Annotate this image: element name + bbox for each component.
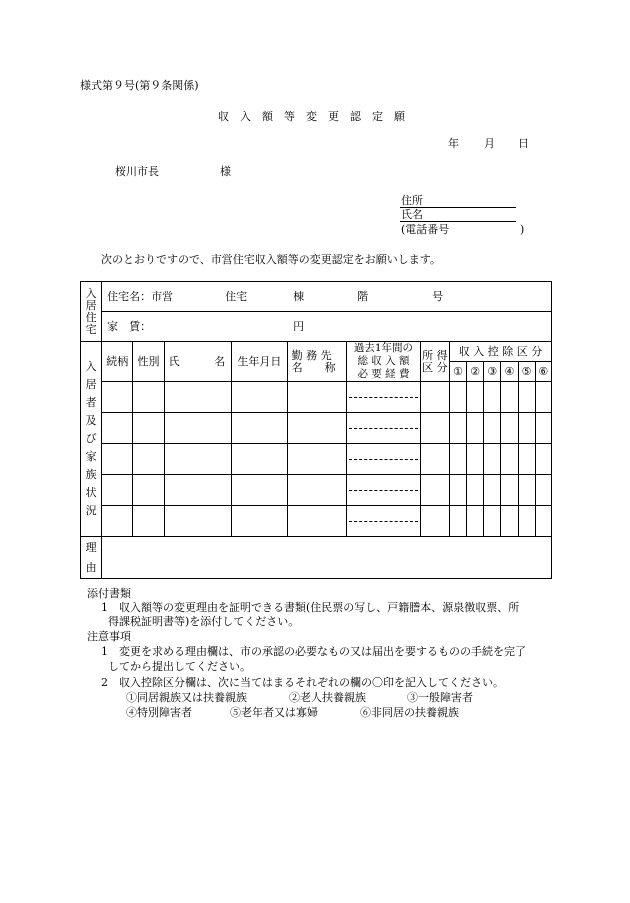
- notes-heading: 注意事項: [87, 630, 131, 643]
- category-3: ③一般障害者: [407, 691, 473, 704]
- housing-name-label: 住宅名：市営: [107, 290, 174, 303]
- address-label: 住所: [401, 194, 423, 207]
- name-underline: [400, 221, 516, 222]
- mayor-label: 桜川市長: [115, 165, 159, 178]
- date-month: 月: [484, 137, 495, 150]
- page-title: 収入額等変更認定願: [218, 110, 416, 123]
- housing-go: 号: [432, 290, 444, 303]
- col-name: 氏 名: [164, 342, 232, 382]
- col-income: 過去1年間の 総 収 入 額 必 要 経 費: [347, 342, 421, 382]
- category-5: ⑤老年者又は寡婦: [230, 706, 318, 719]
- deduction-num: ④: [501, 362, 518, 382]
- phone-close: ): [520, 223, 525, 236]
- housing-mune: 棟: [293, 290, 305, 303]
- housing-kai: 階: [357, 290, 369, 303]
- deduction-num: ⑤: [518, 362, 535, 382]
- category-1: ①同居親族又は扶養親族: [126, 691, 247, 704]
- deduction-num: ②: [467, 362, 484, 382]
- table-row: [81, 382, 552, 413]
- col-work: 勤 務 先 名 称: [287, 342, 346, 382]
- col-birth: 生年月日: [232, 342, 287, 382]
- deduction-num: ⑥: [535, 362, 551, 382]
- col-deduction: 収 入 控 除 区 分: [449, 342, 551, 362]
- attachment-item1-line1: 1 収入額等の変更理由を証明できる書類(住民票の写し、戸籍謄本、源泉徴収票、所: [101, 601, 520, 614]
- col-tax: 所 得 区 分: [420, 342, 449, 382]
- table-row: [81, 444, 552, 475]
- col-relation: 続柄: [102, 342, 133, 382]
- housing-jutaku: 住宅: [225, 290, 248, 303]
- date-year: 年: [448, 137, 459, 150]
- table-row: [81, 413, 552, 444]
- income-divider: [349, 490, 418, 491]
- rent-unit: 円: [293, 320, 305, 333]
- housing-name-cell[interactable]: [102, 282, 552, 312]
- income-divider: [349, 521, 418, 522]
- mayor-honorific: 様: [220, 165, 231, 178]
- rent-cell[interactable]: [102, 312, 552, 342]
- note1-line1: 1 変更を求める理由欄は、市の承認の必要なもの又は届出を要するものの手続を完了: [101, 645, 526, 658]
- date-day: 日: [518, 137, 529, 150]
- phone-label: (電話番号: [401, 223, 450, 236]
- attachment-item1-line2: 得課税証明書等)を添付してください。: [108, 615, 300, 628]
- reason-label: 理 由: [81, 537, 102, 579]
- income-divider: [349, 428, 418, 429]
- category-4: ④特別障害者: [126, 706, 192, 719]
- note2: 2 収入控除区分欄は、次に当てはまるそれぞれの欄の〇印を記入してください。: [101, 676, 504, 689]
- income-divider: [349, 397, 418, 398]
- category-6: ⑥非同居の扶養親族: [360, 706, 459, 719]
- residents-label: 入 居 者 及 び 家 族 状 況: [81, 342, 102, 537]
- col-gender: 性別: [133, 342, 164, 382]
- income-divider: [349, 459, 418, 460]
- category-2: ②老人扶養親族: [289, 691, 366, 704]
- form-number: 様式第９号(第９条関係): [80, 79, 199, 92]
- table-row: [81, 475, 552, 506]
- rent-label: 家 賃：: [107, 320, 152, 333]
- request-text: 次のとおりですので、市営住宅収入額等の変更認定をお願いします。: [101, 253, 441, 266]
- housing-label: 入 居 住 宅: [81, 282, 102, 342]
- attachments-heading: 添付書類: [87, 587, 131, 600]
- deduction-num: ③: [484, 362, 501, 382]
- note1-line2: してから提出してください。: [108, 660, 251, 673]
- reason-field[interactable]: [102, 537, 552, 579]
- name-label: 氏名: [401, 208, 423, 221]
- application-table: [80, 281, 552, 579]
- deduction-num: ①: [449, 362, 466, 382]
- table-row: [81, 506, 552, 537]
